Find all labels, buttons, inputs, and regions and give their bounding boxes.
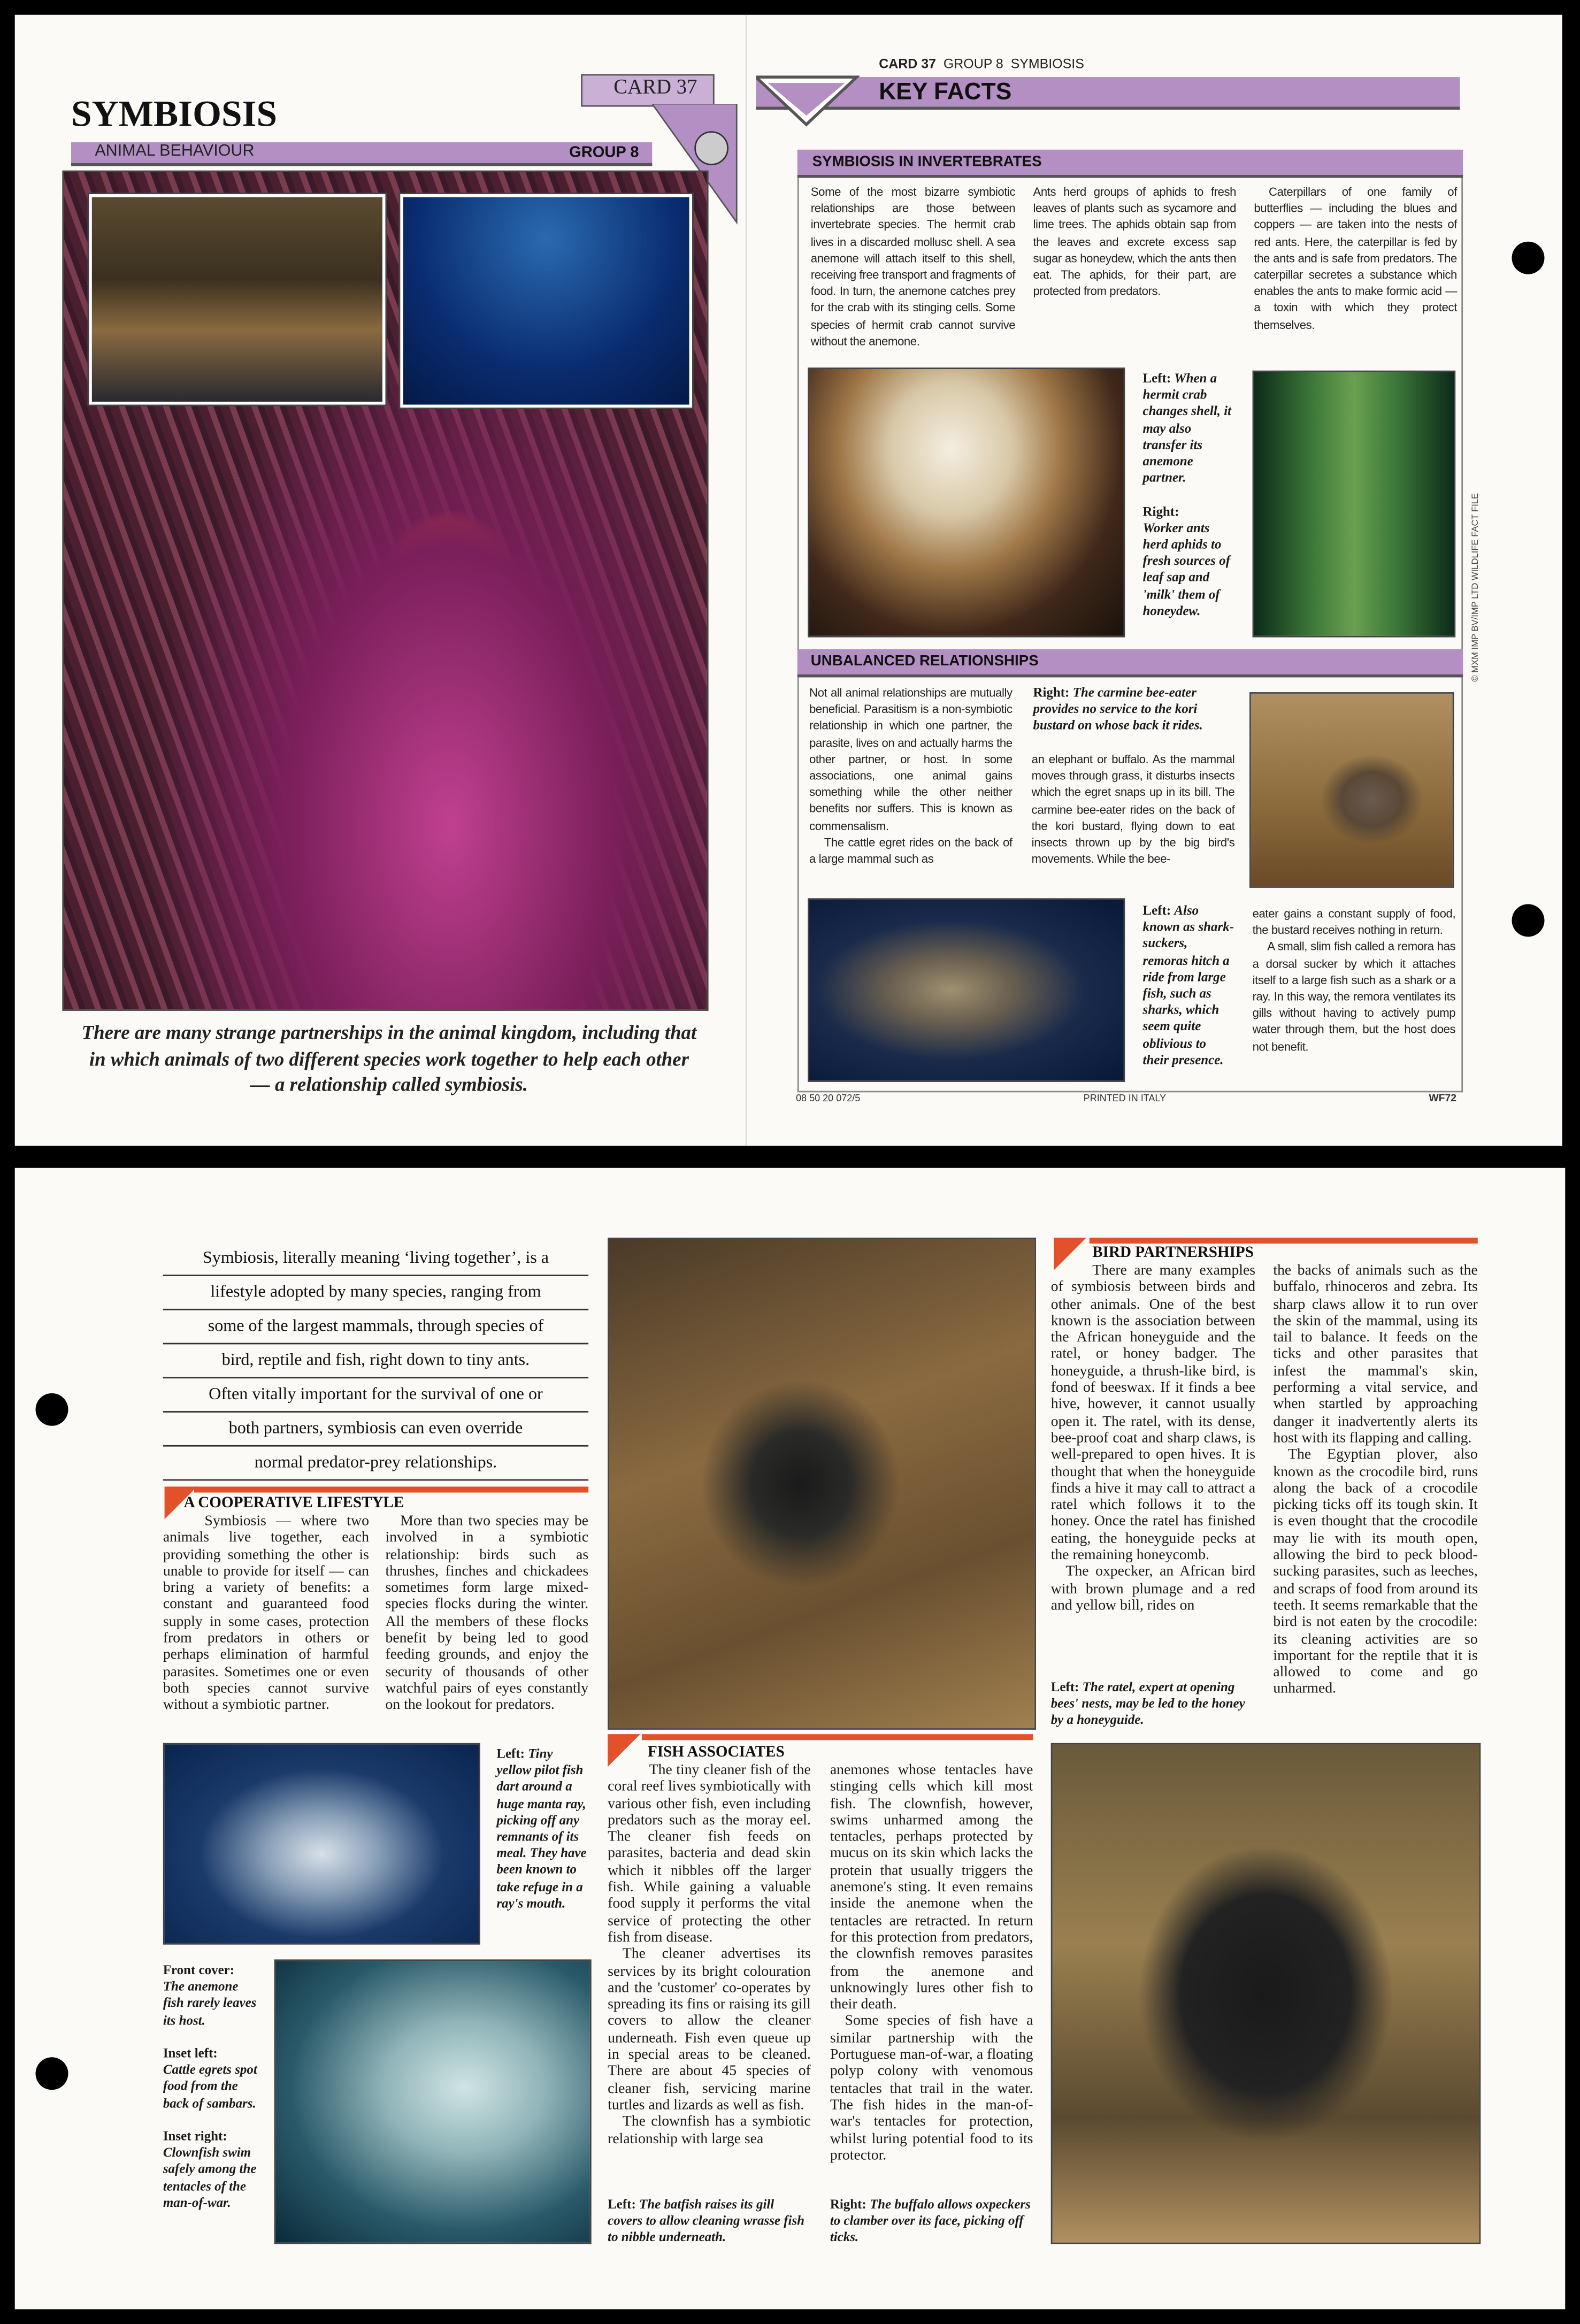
bird-col-2 (1273, 1263, 1477, 1698)
inv-col-1 (811, 184, 1015, 350)
credit-front-cover (163, 1962, 261, 2029)
paragraph: Some species of fish have a similar partnership with the Portuguese man-of-war, a floating polyp colony with venomous tentacles that trail in the water. The fish hides in the man-of-war's tentacles for protection, whilst luring potential food to its protector. (830, 2013, 1033, 2164)
caption-lead: Right: (1142, 503, 1179, 518)
page-title: SYMBIOSIS (71, 95, 278, 135)
intro-line: Symbiosis, literally meaning ‘living together’, is a (163, 1242, 588, 1276)
punch-hole (1512, 904, 1545, 937)
kf-card: CARD 37 (879, 56, 936, 72)
paragraph: anemones whose tentacles have stinging cells which kill most fish. The clownfish, however, swims unharmed among the tentacles, perhaps protected by mucus on its skin which lacks the protein that usually triggers the anemone's sting. It even remains inside the anemone when the tentacles are retracted. In return for this protection from predators, the clownfish removes parasites from the anemone and unknowingly lures other fish to their death. (830, 1762, 1033, 2013)
caption-text: The carmine bee-eater provides no service to the kori bustard on whose back it rides. (1033, 685, 1203, 733)
caption-text: Clownfish swim safely among the tentacles of the man-of-war. (163, 2145, 257, 2210)
caption-text: When a hermit crab changes shell, it may also transfer its anemone partner. (1142, 370, 1232, 485)
intro-line: Often vitally important for the survival of one or (163, 1378, 588, 1413)
ratel-caption (1051, 1679, 1255, 1729)
inv-col-2 (1033, 184, 1236, 300)
paragraph: the backs of animals such as the buffalo, rhinoceros and zebra. Its sharp claws allow it to run over the skin of the mammal, using its tail to balance. It feeds on the ticks and other parasites that infest the mammal's skin, performing a vital service, and when startled by approaching danger it inadvertently alerts its host with its flapping and calling. (1273, 1262, 1478, 1447)
buffalo-caption (830, 2197, 1033, 2246)
photo-egrets-sambars (89, 194, 385, 404)
keyfacts-bar (756, 77, 1460, 110)
category-label: ANIMAL BEHAVIOUR (95, 142, 255, 160)
paragraph: The cleaner advertises its services by its bright colouration and the 'customer' co-operates by spreading its fins or raising its gill covers to allow the cleaner underneath. Fish even queue up in special areas to be cleaned. There are about 45 species of cleaner fish, servicing marine turtles and lizards as well as fish. (608, 1946, 811, 2114)
section-invertebrates-heading: SYMBIOSIS IN INVERTEBRATES (812, 154, 1042, 171)
photo-ratel (608, 1238, 1036, 1730)
caption-text: Worker ants herd aphids to fresh sources of leaf sap and 'milk' them of honeydew. (1142, 520, 1231, 618)
coop-col-2 (385, 1513, 588, 1714)
manta-caption (496, 1746, 588, 1912)
caption-lead: Left: (1142, 902, 1171, 918)
footer-code: 08 50 20 072/5 (796, 1094, 861, 1105)
unb-col-1 (809, 685, 1013, 867)
paragraph: Not all animal relationships are mutually beneficial. Parasitism is a non-symbiotic relationship in which one partner, the parasite, lives on and actually harms the other partner, or host. In some associations, one animal gains something while the other neither benefits nor suffers. This is known as commensalism. (809, 686, 1013, 833)
caption-lead: Right: (1033, 685, 1070, 700)
caption-text: Tiny yellow pilot fish dart around a huge manta ray, picking off any remnants of its meal. They have been known to take refuge in a ray's mouth. (496, 1746, 587, 1911)
photo-kori-bustard (1249, 692, 1454, 888)
footer-ref: WF72 (1429, 1094, 1457, 1105)
paragraph: Symbiosis — where two animals live together, each providing something the other is unable to provide for itself — can bring a variety of benefits: a constant and guaranteed food supply in some cases, protection from predators in others or perhaps elimination of harmful parasites. Sometimes one or even both species cannot survive without a symbiotic partner. (163, 1513, 370, 1714)
paragraph: The clownfish has a symbiotic relationship with large sea (608, 2114, 811, 2147)
paragraph: There are many examples of symbiosis between birds and other animals. One of the best known is the association between the African honeyguide and the ratel, or honey badger. The honeyguide, a thrush-like bird, is fond of beeswax. If it finds a bee hive, however, it cannot usually open it. The ratel, with its dense, bee-proof coat and sharp claws, is well-prepared to open hives. It is thought that when the honeyguide finds a hive it may call to attract a ratel which follows it to the honey. Once the ratel has finished eating, the honeyguide pecks at the remaining honeycomb. (1050, 1262, 1256, 1564)
paragraph: The tiny cleaner fish of the coral reef lives symbiotically with various other fish, even including predators such as the moray eel. The cleaner fish feeds on parasites, bacteria and dead skin which it nibbles off the larger fish. While gaining a valuable food supply it performs the vital service of protecting the other fish from disease. (608, 1762, 811, 1946)
caption-lead: Inset right: (163, 2128, 227, 2144)
fish-heading: FISH ASSOCIATES (647, 1744, 785, 1761)
caption-text: The anemone fish rarely leaves its host. (163, 1978, 257, 2027)
caption-text: Cattle egrets spot food from the back of sambars. (163, 2062, 257, 2111)
unb-col-3 (1253, 906, 1456, 1055)
paragraph: The cattle egret rides on the back of a large mammal such as (809, 835, 1013, 866)
caption-lead: Front cover: (163, 1962, 235, 1977)
intro-line: bird, reptile and fish, right down to tiny ants. (163, 1344, 588, 1378)
intro-line: normal predator-prey relationships. (163, 1447, 588, 1481)
bird-bar (1090, 1238, 1478, 1244)
intro-line: some of the largest mammals, through species of (163, 1310, 588, 1345)
kf-topic: SYMBIOSIS (1010, 56, 1084, 72)
photo-remora-shark (808, 898, 1125, 1082)
caption-text: The batfish raises its gill covers to allow cleaning wrasse fish to nibble underneath. (608, 2196, 805, 2245)
punch-hole (36, 2057, 68, 2090)
paragraph: eater gains a constant supply of food, the bustard receives nothing in return. (1252, 907, 1456, 937)
bustard-caption (1033, 685, 1233, 734)
fish-col-1 (608, 1762, 811, 2147)
inv-col-3 (1254, 184, 1457, 333)
paragraph: The Egyptian plover, also known as the crocodile bird, runs along the back of a crocodile picking ticks off its tough skin. It is even thought that the crocodile may lie with its mouth open, allowing the bird to peck blood-sucking parasites, such as leeches, and scraps of food from around its teeth. It seems remarkable that the bird is not eaten by the crocodile: its cleaning activities are so important for the reptile that it is allowed to come and go unharmed. (1273, 1447, 1478, 1698)
photo-hermit-crab (808, 367, 1125, 637)
credit-inset-right (163, 2128, 261, 2211)
fish-bar (642, 1734, 1033, 1740)
caption-lead: Inset left: (163, 2045, 218, 2060)
caption-lead: Right: (830, 2196, 866, 2212)
coop-col-1 (163, 1513, 369, 1714)
caption-text: Also known as shark-suckers, remoras hitch a ride from large fish, such as sharks, which seem quite oblivious to their presence. (1142, 902, 1234, 1067)
kf-group: GROUP 8 (943, 56, 1003, 72)
copyright: © MXM IMP BV/IMP LTD WILDLIFE FACT FILE (1471, 493, 1481, 682)
paragraph: an elephant or buffalo. As the mammal moves through grass, it disturbs insects which the egret snaps up in its bill. The carmine bee-eater rides on the back of the kori bustard, flying down to eat insects thrown up by the big bird's movements. While the bee- (1031, 753, 1235, 866)
caption-lead: Left: (1050, 1679, 1079, 1694)
page-fold (746, 15, 747, 1146)
keyfacts-title: KEY FACTS (879, 80, 1012, 105)
photo-batfish (274, 1959, 592, 2244)
paragraph: Caterpillars of one family of butterflies — including the blues and coppers — are taken into the nests of red ants. Here, the caterpillar is fed by the ants and is safe from predators. The caterpillar secretes a substance which enables the ants to make formic acid — a toxin with which they protect themselves. (1254, 185, 1457, 332)
photo-man-of-war (400, 194, 692, 408)
keyfacts-arrow (756, 68, 860, 127)
coop-heading: A COOPERATIVE LIFESTYLE (183, 1495, 404, 1512)
coop-bar (194, 1486, 588, 1492)
bird-col-1 (1051, 1263, 1255, 1614)
front-caption: There are many strange partnerships in the animal kingdom, including that in which animals of two different species work together to help each other — a relationship called symbiosis. (81, 1021, 697, 1095)
bird-heading: BIRD PARTNERSHIPS (1092, 1245, 1254, 1262)
caption-text: The ratel, expert at opening bees' nests, may be led to the honey by a honeyguide. (1050, 1679, 1245, 1728)
kf-header (879, 56, 1084, 71)
paragraph: The oxpecker, an African bird with brown plumage and a red and yellow bill, rides on (1050, 1564, 1256, 1614)
credit-inset-left (163, 2045, 261, 2112)
unb-col-2 (1032, 751, 1235, 868)
cover-credits (163, 1962, 261, 2212)
intro-line: lifestyle adopted by many species, ranging from (163, 1276, 588, 1310)
caption-lead: Left: (1142, 370, 1171, 386)
card-number: CARD 37 (613, 77, 697, 99)
footer-printed: PRINTED IN ITALY (1083, 1094, 1167, 1105)
remora-caption (1143, 903, 1235, 1069)
photo-buffalo-oxpecker (1051, 1743, 1481, 2244)
paragraph: A small, slim fish called a remora has a dorsal sucker by which it attaches itself to a large fish such as a shark or a ray. In this way, the remora ventilates its gills without having to actively pump water through them, but the host does not benefit. (1252, 940, 1456, 1054)
group-label: GROUP 8 (569, 143, 639, 162)
paragraph: Ants herd groups of aphids to fresh leaves of plants such as sycamore and lime trees. The aphids obtain sap from the leaves and excrete excess sap sugar as honeydew, which the ants then eat. The aphids, for their part, are protected from predators. (1033, 185, 1237, 298)
batfish-caption (608, 2197, 811, 2246)
photo-manta-ray (163, 1743, 480, 1945)
punch-hole (1512, 242, 1545, 274)
paragraph: More than two species may be involved in a symbiotic relationship: birds such as thrushes, finches and chickadees sometimes form large mixed-species flocks during the winter. All the members of these flocks benefit by being led to good feeding grounds, and enjoy the security of thousands of other watchful pairs of eyes constantly on the lookout for predators. (385, 1513, 589, 1714)
intro-text (163, 1242, 588, 1481)
caption-text: The buffalo allows oxpeckers to clamber over its face, picking off ticks. (830, 2196, 1031, 2245)
crab-caption (1143, 371, 1238, 620)
caption-lead: Left: (608, 2196, 636, 2212)
paragraph: Some of the most bizarre symbiotic relationships are those between invertebrate species. The hermit crab lives in a discarded mollusc shell. A sea anemone will attach itself to this shell, receiving free transport and fragments of food. In turn, the anemone catches prey for the crab with its stinging cells. Some species of hermit crab cannot survive without the anemone. (810, 185, 1016, 348)
section-unbalanced-heading: UNBALANCED RELATIONSHIPS (810, 654, 1039, 670)
caption-lead: Left: (496, 1746, 525, 1761)
intro-line: both partners, symbiosis can even override (163, 1413, 588, 1447)
punch-hole (36, 1393, 68, 1426)
photo-ants-aphids (1253, 371, 1456, 638)
fish-col-2 (830, 1762, 1033, 2164)
